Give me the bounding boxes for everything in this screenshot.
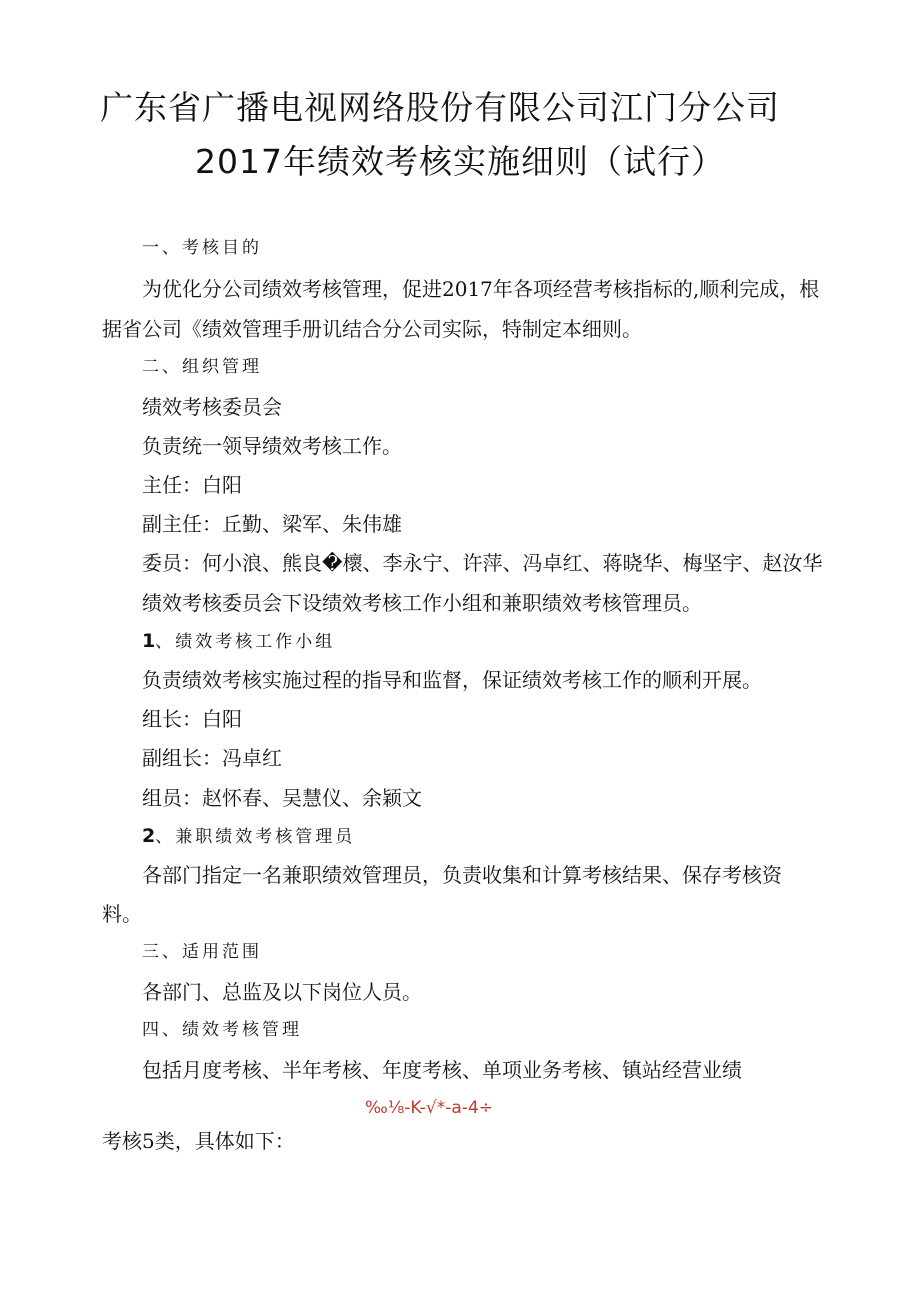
subsection-2-number: 2 <box>142 825 156 847</box>
section-1-paragraph-line2: 据省公司《绩效管理手册讥结合分公司实际，特制定本细则。 <box>102 317 642 341</box>
section-1-paragraph-line1: 为优化分公司绩效考核管理，促进2017年各项经营考核指标的,顺利完成，根 <box>142 277 820 301</box>
subsection-2-title: 、兼职绩效考核管理员 <box>155 827 356 847</box>
section-4-text: 包括月度考核、半年考核、年度考核、单项业务考核、镇站经营业绩 <box>142 1058 742 1082</box>
committee-subgroups: 绩效考核委员会下设绩效考核工作小组和兼职绩效考核管理员。 <box>142 591 702 615</box>
committee-name: 绩效考核委员会 <box>142 395 282 419</box>
section-3-heading: 三、适用范围 <box>142 942 262 962</box>
section-4-heading: 四、绩效考核管理 <box>142 1020 302 1040</box>
document-title-line1: 广东省广播电视网络股份有限公司江门分公司 <box>100 88 780 127</box>
subsection-2-heading <box>142 824 355 849</box>
section-2-heading: 二、组织管理 <box>142 357 262 377</box>
subsection-2-duty-line2: 料。 <box>102 902 142 926</box>
subsection-1-number: 1 <box>142 630 156 652</box>
section-4-text-continued: 考核5类，具体如下： <box>102 1129 295 1153</box>
subsection-2-duty-line1: 各部门指定一名兼职绩效管理员，负责收集和计算考核结果、保存考核资 <box>142 863 782 887</box>
document-title-line2: 2017年绩效考核实施细则（试行） <box>195 142 725 181</box>
committee-deputy-director: 副主任：丘勤、梁军、朱伟雄 <box>142 512 402 536</box>
committee-director: 主任：白阳 <box>142 473 242 497</box>
subsection-1-heading <box>142 629 335 654</box>
garbled-text: ‰⅛-K-√*-a-4÷ <box>365 1098 493 1118</box>
section-1-heading: 一、考核目的 <box>142 238 262 258</box>
committee-duty: 负责统一领导绩效考核工作。 <box>142 434 402 458</box>
subsection-1-duty: 负责绩效考核实施过程的指导和监督，保证绩效考核工作的顺利开展。 <box>142 668 762 692</box>
subsection-1-title: 、绩效考核工作小组 <box>155 632 336 652</box>
deputy-group-leader: 副组长：冯卓红 <box>142 746 282 770</box>
section-3-text: 各部门、总监及以下岗位人员。 <box>142 980 422 1004</box>
group-members: 组员：赵怀春、吴慧仪、余颖文 <box>142 786 422 810</box>
committee-members: 委员：何小浪、熊良�櫰、李永宁、许萍、冯卓红、蒋晓华、梅坚宇、赵汝华 <box>142 551 823 575</box>
group-leader: 组长：白阳 <box>142 707 242 731</box>
